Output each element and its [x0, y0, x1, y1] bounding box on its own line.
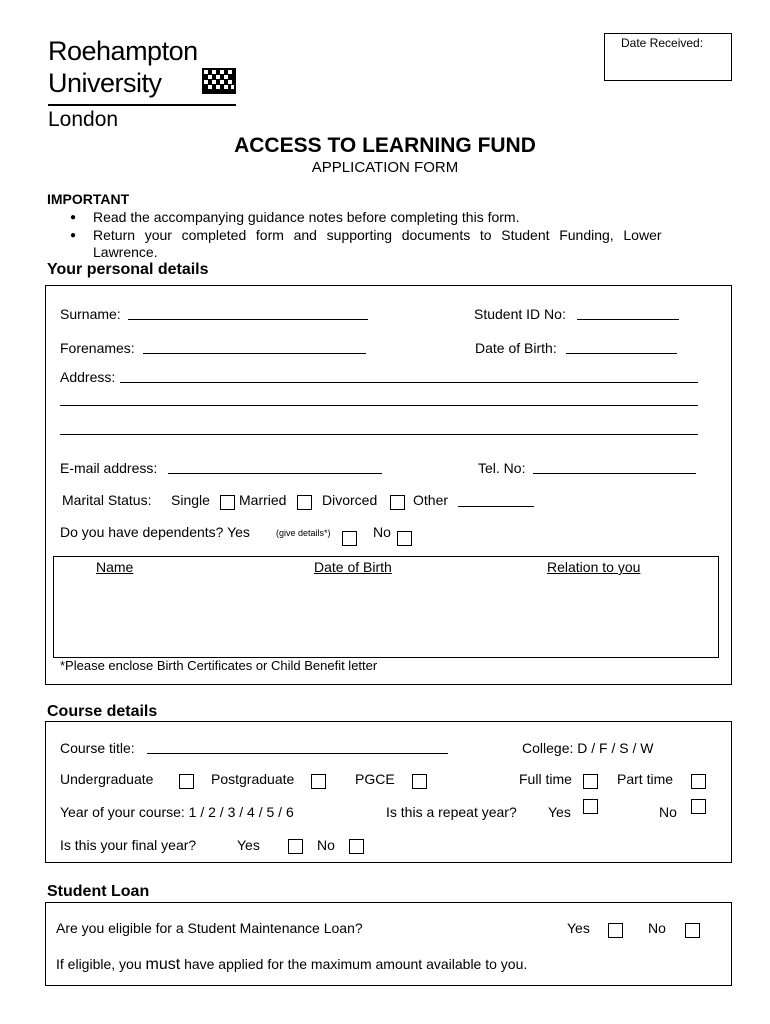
dependents-yes-checkbox[interactable]: [342, 531, 357, 546]
repeat-no-label: No: [659, 804, 677, 820]
marital-label: Marital Status:: [62, 492, 152, 508]
final-yes-checkbox[interactable]: [288, 839, 303, 854]
married-label: Married: [239, 492, 287, 508]
important-bullet-2: Return your completed form and supporting documents to Student Funding, Lower: [93, 227, 662, 243]
final-no-label: No: [317, 837, 335, 853]
dependents-question: Do you have dependents? Yes: [60, 524, 250, 540]
tel-label: Tel. No:: [478, 460, 526, 476]
undergraduate-label: Undergraduate: [60, 771, 154, 787]
date-received-label: Date Received:: [621, 36, 704, 50]
course-title-input[interactable]: [147, 753, 448, 754]
address-input-2[interactable]: [60, 405, 698, 406]
student-id-label: Student ID No:: [474, 306, 566, 322]
dependents-relation-header: Relation to you: [547, 559, 641, 575]
repeat-yes-label: Yes: [548, 804, 571, 820]
repeat-yes-checkbox[interactable]: [583, 799, 598, 814]
repeat-year-label: Is this a repeat year?: [386, 804, 517, 820]
loan-note: [56, 956, 527, 974]
important-heading: IMPORTANT: [47, 191, 130, 207]
bullet-2-icon: ●: [70, 230, 77, 241]
single-label: Single: [171, 492, 210, 508]
final-no-checkbox[interactable]: [349, 839, 364, 854]
year-label: Year of your course: 1 / 2 / 3 / 4 / 5 / 6: [60, 804, 294, 820]
logo-line1: Roehampton: [48, 36, 198, 66]
dependents-dob-header: Date of Birth: [314, 559, 392, 575]
final-year-label: Is this your final year?: [60, 837, 197, 853]
student-id-input[interactable]: [577, 319, 679, 320]
part-time-label: Part time: [617, 771, 674, 787]
loan-question: Are you eligible for a Student Maintenance Loan?: [56, 920, 363, 936]
loan-yes-label: Yes: [567, 920, 590, 936]
pgce-checkbox[interactable]: [412, 774, 427, 789]
date-received-box[interactable]: [604, 33, 732, 81]
page-title: ACCESS TO LEARNING FUND: [234, 134, 536, 157]
give-details-note: (give details*): [276, 528, 331, 538]
important-bullet-1: Read the accompanying guidance notes before completing this form.: [93, 209, 520, 225]
loan-no-checkbox[interactable]: [685, 923, 700, 938]
part-time-checkbox[interactable]: [691, 774, 706, 789]
bullet-1-icon: ●: [70, 212, 77, 223]
postgraduate-label: Postgraduate: [211, 771, 295, 787]
course-title-label: Course title:: [60, 740, 135, 756]
loan-no-label: No: [648, 920, 666, 936]
logo-checker-icon: [202, 68, 236, 94]
address-input-1[interactable]: [120, 382, 698, 383]
important-bullet-2-cont: Lawrence.: [93, 244, 158, 260]
college-label: College: D / F / S / W: [522, 740, 654, 756]
address-input-3[interactable]: [60, 434, 698, 435]
full-time-checkbox[interactable]: [583, 774, 598, 789]
final-yes-label: Yes: [237, 837, 260, 853]
loan-note-must: must: [145, 956, 181, 973]
repeat-no-checkbox[interactable]: [691, 799, 706, 814]
divorced-checkbox[interactable]: [390, 495, 405, 510]
loan-note-post: have applied for the maximum amount available to you.: [184, 956, 528, 972]
undergraduate-checkbox[interactable]: [179, 774, 194, 789]
email-label: E-mail address:: [60, 460, 158, 476]
dependents-name-header: Name: [96, 559, 134, 575]
loan-note-pre: If eligible, you: [56, 956, 142, 972]
email-input[interactable]: [168, 473, 382, 474]
married-checkbox[interactable]: [297, 495, 312, 510]
dependents-no-label: No: [373, 524, 391, 540]
dob-label: Date of Birth:: [475, 340, 557, 356]
logo-line2: University: [48, 68, 162, 98]
loan-yes-checkbox[interactable]: [608, 923, 623, 938]
address-label: Address:: [60, 369, 116, 385]
course-details-heading: Course details: [47, 703, 158, 720]
surname-input[interactable]: [128, 319, 368, 320]
divorced-label: Divorced: [322, 492, 378, 508]
forenames-label: Forenames:: [60, 340, 135, 356]
other-label: Other: [413, 492, 449, 508]
other-input[interactable]: [458, 506, 534, 507]
logo-line3: London: [48, 108, 119, 131]
university-logo: [48, 36, 238, 136]
surname-label: Surname:: [60, 306, 121, 322]
single-checkbox[interactable]: [220, 495, 235, 510]
personal-details-heading: Your personal details: [47, 261, 209, 278]
forenames-input[interactable]: [143, 353, 366, 354]
dob-input[interactable]: [566, 353, 677, 354]
full-time-label: Full time: [519, 771, 572, 787]
page-subtitle: APPLICATION FORM: [311, 159, 459, 176]
pgce-label: PGCE: [355, 771, 395, 787]
tel-input[interactable]: [533, 473, 696, 474]
postgraduate-checkbox[interactable]: [311, 774, 326, 789]
dependents-footnote: *Please enclose Birth Certificates or Child Benefit letter: [60, 658, 378, 673]
dependents-no-checkbox[interactable]: [397, 531, 412, 546]
student-loan-heading: Student Loan: [47, 883, 150, 900]
logo-rule: [48, 104, 236, 106]
